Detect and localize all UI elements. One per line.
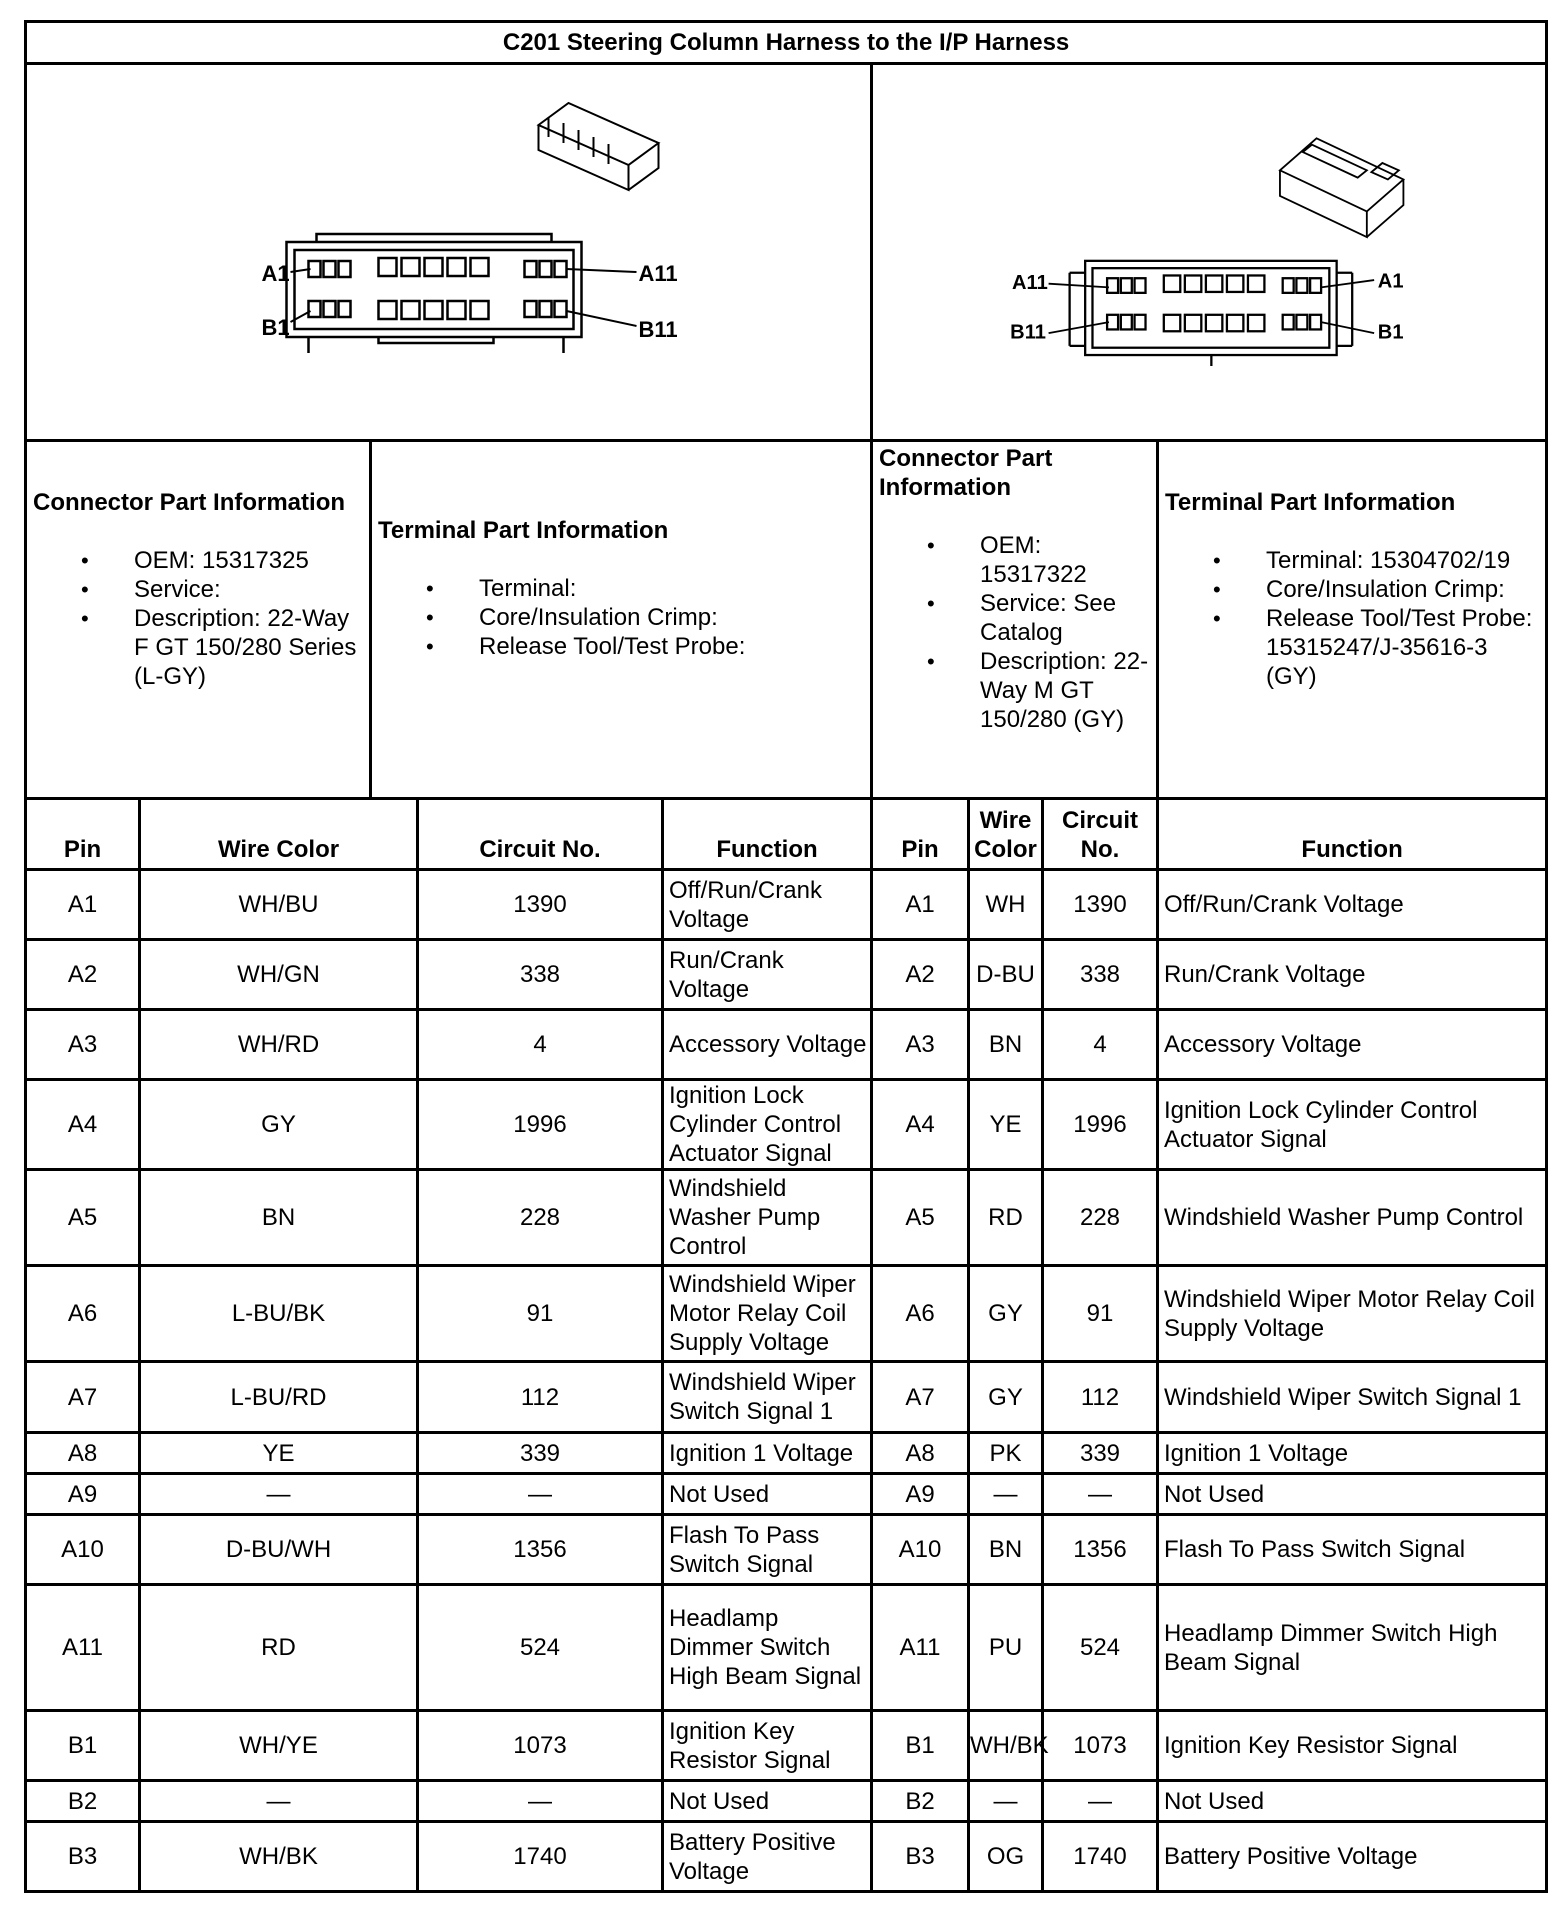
left-connector-info-list: [33, 546, 363, 691]
table-row: [26, 1170, 1547, 1266]
circuit-cell: 338: [418, 940, 663, 1010]
list-item: • Release Tool/Test Probe: 15315247/J-35616-3 (GY): [1165, 604, 1539, 691]
right-terminal-info-title: Terminal Part Information: [1165, 489, 1456, 516]
function-cell: Off/Run/Crank Voltage: [1158, 870, 1547, 940]
header-wire-color: Wire Color: [140, 799, 418, 870]
function-cell: Ignition Lock Cylinder Control Actuator Signal: [1158, 1080, 1547, 1170]
pin-cell: A7: [872, 1362, 969, 1433]
function-cell: Battery Positive Voltage: [663, 1822, 872, 1892]
circuit-cell: 1740: [418, 1822, 663, 1892]
function-cell: Not Used: [663, 1781, 872, 1822]
list-item: • OEM: 15317322: [879, 531, 1150, 589]
table-row: [26, 1010, 1547, 1080]
circuit-cell: —: [418, 1781, 663, 1822]
right-label-a11: A11: [1012, 272, 1048, 295]
circuit-cell: 1996: [418, 1080, 663, 1170]
document-title: C201 Steering Column Harness to the I/P Harness: [26, 22, 1547, 64]
right-connector-drawing-cell: [872, 64, 1547, 441]
circuit-cell: —: [1043, 1781, 1158, 1822]
table-row: [26, 1822, 1547, 1892]
circuit-cell: 1390: [1043, 870, 1158, 940]
pin-cell: A6: [26, 1266, 140, 1362]
right-label-a1: A1: [1377, 270, 1404, 293]
table-row: [26, 940, 1547, 1010]
circuit-cell: 524: [418, 1585, 663, 1711]
circuit-cell: 4: [1043, 1010, 1158, 1080]
wire-color-cell: —: [140, 1474, 418, 1515]
wire-color-cell: WH/RD: [140, 1010, 418, 1080]
right-connector-info-title: Connector Part Information: [879, 445, 1053, 501]
wire-color-cell: —: [969, 1474, 1043, 1515]
wire-color-cell: YE: [140, 1433, 418, 1474]
function-cell: Ignition 1 Voltage: [663, 1433, 872, 1474]
function-cell: Battery Positive Voltage: [1158, 1822, 1547, 1892]
table-row: [26, 1433, 1547, 1474]
pin-cell: A9: [26, 1474, 140, 1515]
function-cell: Windshield Wiper Motor Relay Coil Supply Voltage: [663, 1266, 872, 1362]
function-cell: Windshield Wiper Switch Signal 1: [1158, 1362, 1547, 1433]
wire-color-cell: GY: [969, 1266, 1043, 1362]
circuit-cell: —: [1043, 1474, 1158, 1515]
function-cell: Windshield Washer Pump Control: [663, 1170, 872, 1266]
function-cell: Ignition Lock Cylinder Control Actuator Signal: [663, 1080, 872, 1170]
right-terminal-part-info: [1158, 441, 1547, 799]
left-label-a1: A1: [261, 261, 290, 286]
left-terminal-info-title: Terminal Part Information: [378, 517, 669, 544]
wire-color-cell: PK: [969, 1433, 1043, 1474]
wire-color-cell: BN: [969, 1515, 1043, 1585]
wire-color-cell: RD: [969, 1170, 1043, 1266]
function-cell: Windshield Wiper Motor Relay Coil Supply Voltage: [1158, 1266, 1547, 1362]
list-item: • Description: 22-Way M GT 150/280 (GY): [879, 647, 1150, 734]
circuit-cell: 1740: [1043, 1822, 1158, 1892]
wire-color-cell: D-BU: [969, 940, 1043, 1010]
function-cell: Windshield Washer Pump Control: [1158, 1170, 1547, 1266]
pin-cell: A8: [872, 1433, 969, 1474]
pin-cell: A5: [26, 1170, 140, 1266]
header-function: Function: [1158, 799, 1547, 870]
function-cell: Not Used: [1158, 1474, 1547, 1515]
circuit-cell: 112: [1043, 1362, 1158, 1433]
pin-cell: B2: [26, 1781, 140, 1822]
left-label-a11: A11: [638, 261, 678, 286]
wire-color-cell: PU: [969, 1585, 1043, 1711]
circuit-cell: 524: [1043, 1585, 1158, 1711]
wire-color-cell: —: [969, 1781, 1043, 1822]
pin-cell: A11: [26, 1585, 140, 1711]
circuit-cell: 339: [1043, 1433, 1158, 1474]
table-header-row: [26, 799, 1547, 870]
pin-cell: A3: [26, 1010, 140, 1080]
wire-color-cell: OG: [969, 1822, 1043, 1892]
circuit-cell: 91: [418, 1266, 663, 1362]
function-cell: Ignition Key Resistor Signal: [663, 1711, 872, 1781]
wire-color-cell: BN: [969, 1010, 1043, 1080]
wire-color-cell: YE: [969, 1080, 1043, 1170]
left-terminal-info-list: [378, 574, 864, 661]
wire-color-cell: L-BU/BK: [140, 1266, 418, 1362]
pin-cell: A1: [872, 870, 969, 940]
pin-cell: A4: [872, 1080, 969, 1170]
circuit-cell: 1073: [418, 1711, 663, 1781]
function-cell: Windshield Wiper Switch Signal 1: [663, 1362, 872, 1433]
header-circuit-no: Circuit No.: [418, 799, 663, 870]
function-cell: Not Used: [663, 1474, 872, 1515]
header-function: Function: [663, 799, 872, 870]
right-label-b1: B1: [1377, 321, 1404, 344]
left-connector-iso-icon: [539, 103, 659, 190]
table-row: [26, 1585, 1547, 1711]
circuit-cell: 4: [418, 1010, 663, 1080]
right-connector-iso-icon: [1280, 138, 1403, 237]
header-wire-color: Wire Color: [969, 799, 1043, 870]
header-pin: Pin: [872, 799, 969, 870]
list-item: • Service:: [33, 575, 363, 604]
pin-cell: A9: [872, 1474, 969, 1515]
right-cavity-row-b: [1107, 315, 1321, 331]
right-connector-info-list: [879, 531, 1150, 734]
list-item: • Release Tool/Test Probe:: [378, 632, 864, 661]
pin-cell: A3: [872, 1010, 969, 1080]
left-connector-drawing-cell: [26, 64, 872, 441]
left-connector-part-info: [26, 441, 371, 799]
function-cell: Ignition Key Resistor Signal: [1158, 1711, 1547, 1781]
pin-cell: B1: [872, 1711, 969, 1781]
left-label-b1: B1: [261, 315, 290, 340]
right-terminal-info-list: [1165, 546, 1539, 691]
left-label-b11: B11: [638, 317, 678, 342]
list-item: • Terminal: 15304702/19: [1165, 546, 1539, 575]
left-cavity-row-b: [309, 301, 567, 319]
pin-cell: A7: [26, 1362, 140, 1433]
pin-cell: B2: [872, 1781, 969, 1822]
right-cavity-row-a: [1107, 275, 1321, 292]
circuit-cell: 1073: [1043, 1711, 1158, 1781]
table-row: [26, 1266, 1547, 1362]
circuit-cell: 1390: [418, 870, 663, 940]
table-row: [26, 1362, 1547, 1433]
table-row: [26, 870, 1547, 940]
wire-color-cell: WH/BU: [140, 870, 418, 940]
function-cell: Run/Crank Voltage: [1158, 940, 1547, 1010]
wire-color-cell: WH: [969, 870, 1043, 940]
function-cell: Run/Crank Voltage: [663, 940, 872, 1010]
circuit-cell: 1996: [1043, 1080, 1158, 1170]
wire-color-cell: WH/BK: [140, 1822, 418, 1892]
function-cell: Accessory Voltage: [1158, 1010, 1547, 1080]
pin-cell: A5: [872, 1170, 969, 1266]
wire-color-cell: WH/GN: [140, 940, 418, 1010]
right-connector-drawing: [873, 65, 1545, 432]
list-item: • Description: 22-Way F GT 150/280 Series (L-GY): [33, 604, 363, 691]
function-cell: Flash To Pass Switch Signal: [1158, 1515, 1547, 1585]
circuit-cell: 91: [1043, 1266, 1158, 1362]
pin-cell: A10: [26, 1515, 140, 1585]
header-pin: Pin: [26, 799, 140, 870]
list-item: • Terminal:: [378, 574, 864, 603]
pin-cell: A4: [26, 1080, 140, 1170]
pin-cell: A8: [26, 1433, 140, 1474]
function-cell: Headlamp Dimmer Switch High Beam Signal: [663, 1585, 872, 1711]
circuit-cell: 1356: [418, 1515, 663, 1585]
table-row: [26, 1474, 1547, 1515]
header-circuit-no: Circuit No.: [1043, 799, 1158, 870]
function-cell: Off/Run/Crank Voltage: [663, 870, 872, 940]
wire-color-cell: WH/YE: [140, 1711, 418, 1781]
circuit-cell: 338: [1043, 940, 1158, 1010]
wire-color-cell: BN: [140, 1170, 418, 1266]
pin-cell: A2: [872, 940, 969, 1010]
right-connector-part-info: [872, 441, 1158, 799]
function-cell: Ignition 1 Voltage: [1158, 1433, 1547, 1474]
left-terminal-part-info: [371, 441, 872, 799]
circuit-cell: 1356: [1043, 1515, 1158, 1585]
circuit-cell: 228: [1043, 1170, 1158, 1266]
table-row: [26, 1080, 1547, 1170]
function-cell: Accessory Voltage: [663, 1010, 872, 1080]
table-row: [26, 1515, 1547, 1585]
function-cell: Not Used: [1158, 1781, 1547, 1822]
list-item: • Core/Insulation Crimp:: [378, 603, 864, 632]
pin-rows: [26, 870, 1547, 1892]
right-label-b11: B11: [1010, 321, 1046, 344]
left-cavity-row-a: [309, 258, 567, 277]
circuit-cell: 339: [418, 1433, 663, 1474]
wire-color-cell: GY: [140, 1080, 418, 1170]
circuit-cell: —: [418, 1474, 663, 1515]
function-cell: Headlamp Dimmer Switch High Beam Signal: [1158, 1585, 1547, 1711]
left-connector-face: [287, 242, 582, 337]
wire-color-cell: L-BU/RD: [140, 1362, 418, 1433]
left-connector-drawing: [27, 65, 870, 432]
pin-cell: B3: [872, 1822, 969, 1892]
table-row: [26, 1781, 1547, 1822]
list-item: • Service: See Catalog: [879, 589, 1150, 647]
wire-color-cell: RD: [140, 1585, 418, 1711]
wire-color-cell: WH/BK: [969, 1711, 1043, 1781]
left-connector-info-title: Connector Part Information: [33, 489, 346, 516]
table-row: [26, 1711, 1547, 1781]
list-item: • Core/Insulation Crimp:: [1165, 575, 1539, 604]
pin-cell: A1: [26, 870, 140, 940]
circuit-cell: 228: [418, 1170, 663, 1266]
pinout-table: [24, 20, 1548, 1893]
pin-cell: A10: [872, 1515, 969, 1585]
pin-cell: B3: [26, 1822, 140, 1892]
pin-cell: A11: [872, 1585, 969, 1711]
wire-color-cell: D-BU/WH: [140, 1515, 418, 1585]
pin-cell: A2: [26, 940, 140, 1010]
wire-color-cell: GY: [969, 1362, 1043, 1433]
pin-cell: B1: [26, 1711, 140, 1781]
wire-color-cell: —: [140, 1781, 418, 1822]
function-cell: Flash To Pass Switch Signal: [663, 1515, 872, 1585]
list-item: • OEM: 15317325: [33, 546, 363, 575]
circuit-cell: 112: [418, 1362, 663, 1433]
pin-cell: A6: [872, 1266, 969, 1362]
